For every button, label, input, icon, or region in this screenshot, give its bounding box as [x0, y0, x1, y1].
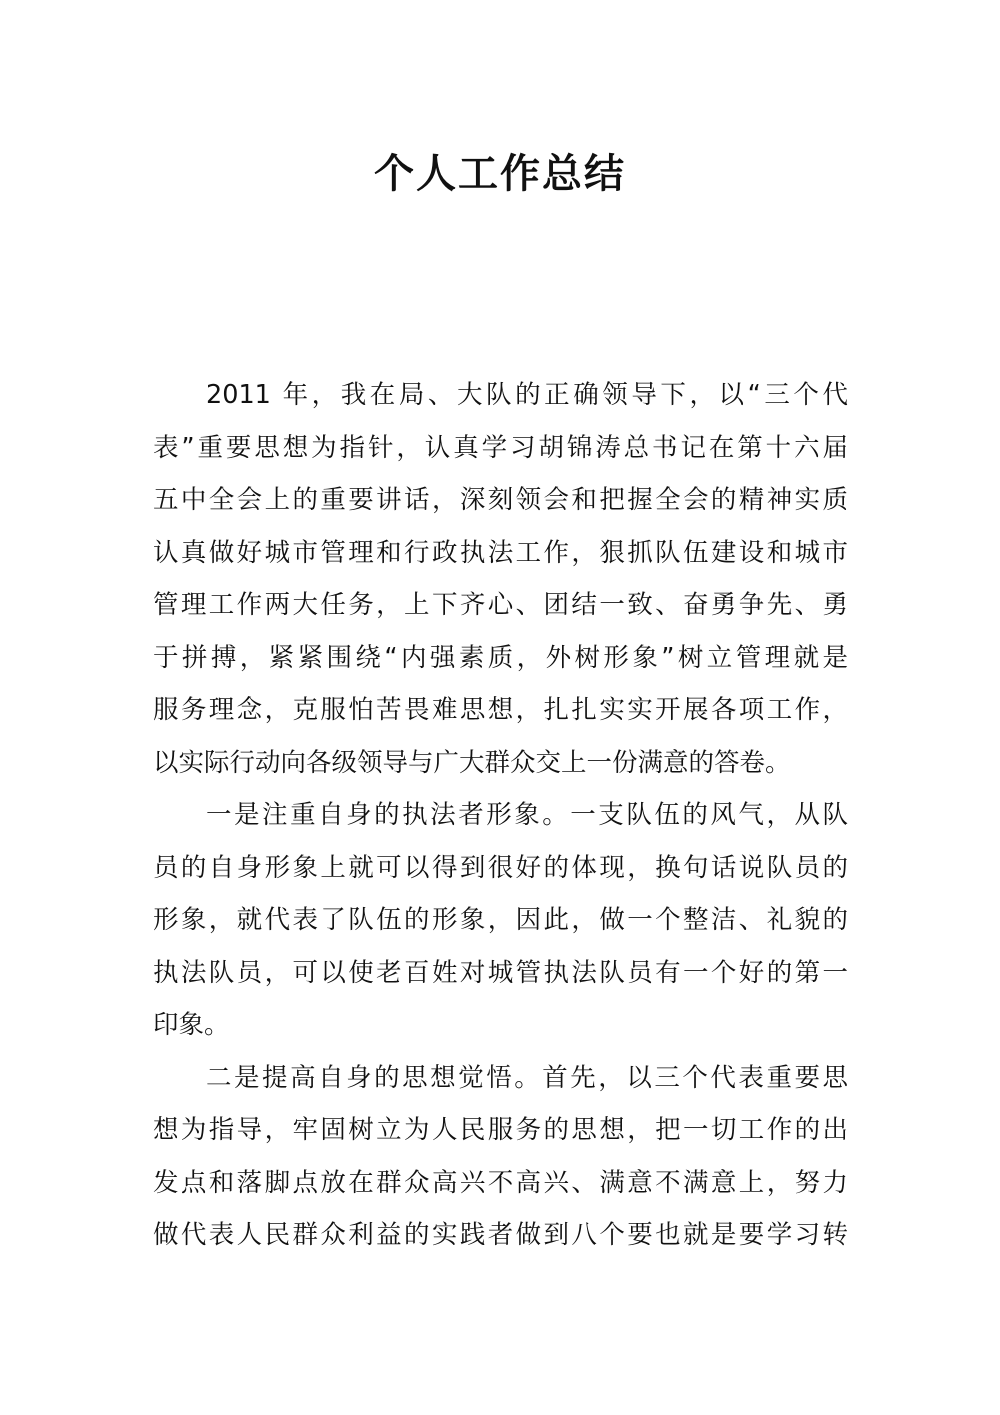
paragraph-1: [153, 369, 848, 789]
text-line: 于拼搏，紧紧围绕“内强素质，外树形象”树立管理就是: [153, 642, 848, 673]
text-line: 服务理念，克服怕苦畏难思想，扎扎实实开展各项工作，: [153, 695, 848, 725]
text-line: 五中全会上的重要讲话，深刻领会和把握全会的精神实质: [153, 485, 848, 515]
text-line: 二是提高自身的思想觉悟。首先，以三个代表重要思: [206, 1062, 848, 1093]
document-body: [153, 369, 848, 1262]
text-line: 表”重要思想为指针，认真学习胡锦涛总书记在第十六届: [153, 432, 848, 463]
text-line: 形象，就代表了队伍的形象，因此，做一个整洁、礼貌的: [153, 905, 848, 935]
text-line: 发点和落脚点放在群众高兴不高兴、满意不满意上，努力: [153, 1167, 848, 1198]
text-line: 想为指导，牢固树立为人民服务的思想，把一切工作的出: [153, 1115, 848, 1145]
text-line: 员的自身形象上就可以得到很好的体现，换句话说队员的: [153, 852, 848, 883]
paragraph-3: [153, 1052, 848, 1262]
text-line: 以实际行动向各级领导与广大群众交上一份满意的答卷。: [153, 747, 791, 778]
text-line: 认真做好城市管理和行政执法工作，狠抓队伍建设和城市: [153, 537, 848, 568]
text-line: 2011 年，我在局、大队的正确领导下，以“三个代: [206, 380, 848, 410]
paragraph-2: [153, 789, 848, 1052]
document-title: 个人工作总结: [374, 151, 626, 197]
text-line: 管理工作两大任务，上下齐心、团结一致、奋勇争先、勇: [153, 590, 848, 620]
text-line: 印象。: [153, 1010, 230, 1040]
text-line: 执法队员，可以使老百姓对城管执法队员有一个好的第一: [153, 957, 848, 988]
text-line: 做代表人民群众利益的实践者做到八个要也就是要学习转: [153, 1220, 848, 1250]
text-line: 一是注重自身的执法者形象。一支队伍的风气，从队: [206, 800, 848, 830]
